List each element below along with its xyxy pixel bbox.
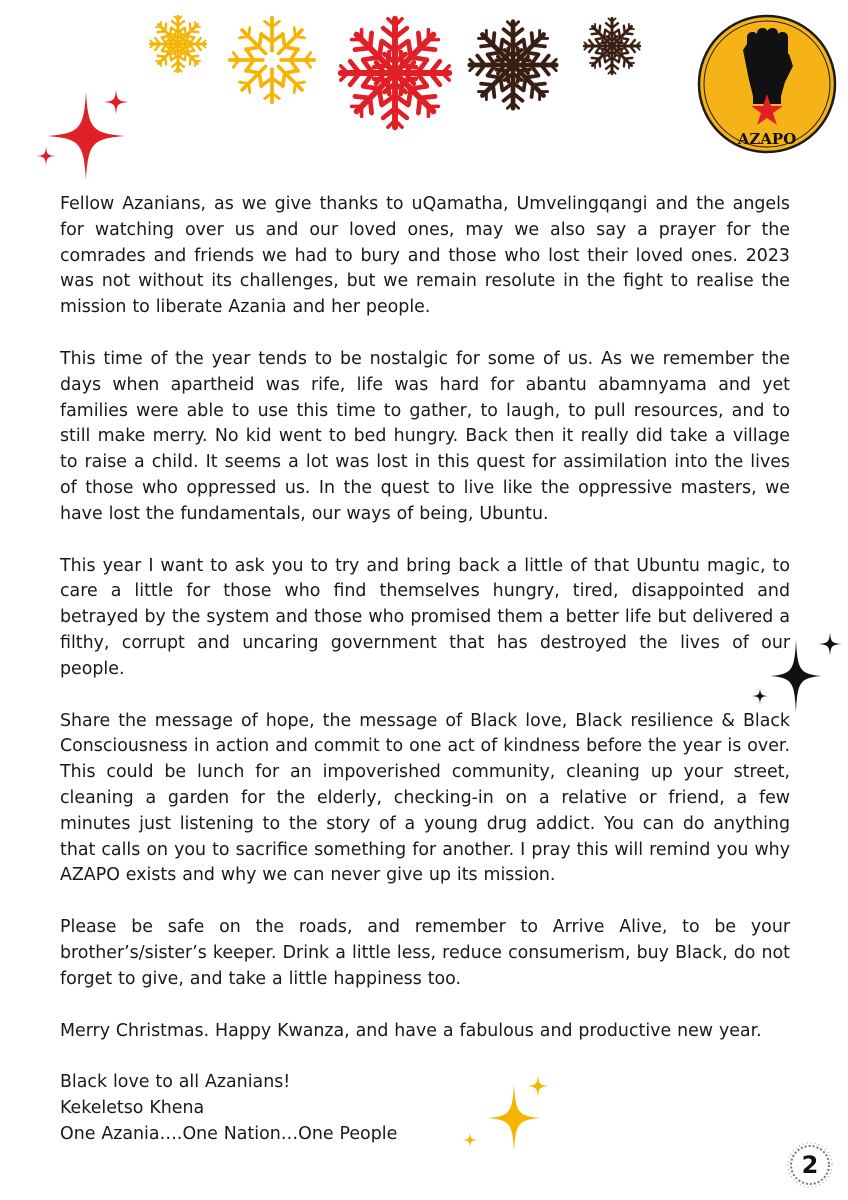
letter-paragraph: Please be safe on the roads, and remember to Arrive Alive, to be your brother’s/sister’s keeper. Drink a little less, reduce consumerism, buy Black, do not forget to give, and take a little happiness too. xyxy=(60,917,790,989)
sparkle-icon xyxy=(30,84,140,184)
snowflake-icon xyxy=(466,18,560,112)
snowflake-icon xyxy=(226,14,318,106)
page-number-badge xyxy=(786,1141,834,1189)
page-number: 2 xyxy=(801,1151,819,1179)
letter-paragraph: Share the message of hope, the message of Black love, Black resilience & Black Consciousness in action and commit to one act of kindness before the year is over. This could be lunch for an impoverished community, cleaning up your street, cleaning a garden for the elderly, checking-in on a relative or friend, a few minutes just listening to the story of a young drug addict. You can do anything that calls on you to sacrifice something for another. I pray this will remind you why AZAPO exists and why we can never give up its mission. xyxy=(60,710,790,886)
signature-name: Kekeletso Khena xyxy=(60,1098,205,1119)
letter-paragraph: Merry Christmas. Happy Kwanza, and have a fabulous and productive new year. xyxy=(60,1020,762,1041)
letter-paragraph: This year I want to ask you to try and bring back a little of that Ubuntu magic, to care a little for those who find themselves hungry, tired, disappointed and betrayed by the system and those who promised them a better life but delivered a filthy, corrupt and uncaring government that has destroyed the lives of our people. xyxy=(60,555,790,679)
closing-line: Black love to all Azanians! xyxy=(60,1072,291,1093)
motto-line: One Azania….One Nation…One People xyxy=(60,1123,398,1144)
snowflake-icon xyxy=(582,16,642,76)
letter-body xyxy=(60,192,790,1148)
azapo-logo xyxy=(697,14,837,154)
snowflake-icon xyxy=(336,14,454,132)
snowflake-icon xyxy=(148,14,208,74)
letter-paragraph: This time of the year tends to be nostalgic for some of us. As we remember the days when apartheid was rife, life was hard for abantu abamnyama and yet families were able to use this time to gather, to laugh, to pull resources, and to still make merry. No kid went to bed hungry. Back then it really did take a village to raise a child. It seems a lot was lost in this quest for assimilation into the lives of those who oppressed us. In the quest to live like the oppressive masters, we have lost the fundamentals, our ways of being, Ubuntu. xyxy=(60,348,790,524)
letter-paragraph: Fellow Azanians, as we give thanks to uQamatha, Umvelingqangi and the angels for watching over us and our loved ones, may we also say a prayer for the comrades and friends we had to bury and those who lost their loved ones. 2023 was not without its challenges, but we remain resolute in the fight to realise the mission to liberate Azania and her people. xyxy=(60,194,790,318)
logo-text: AZAPO xyxy=(737,130,797,148)
